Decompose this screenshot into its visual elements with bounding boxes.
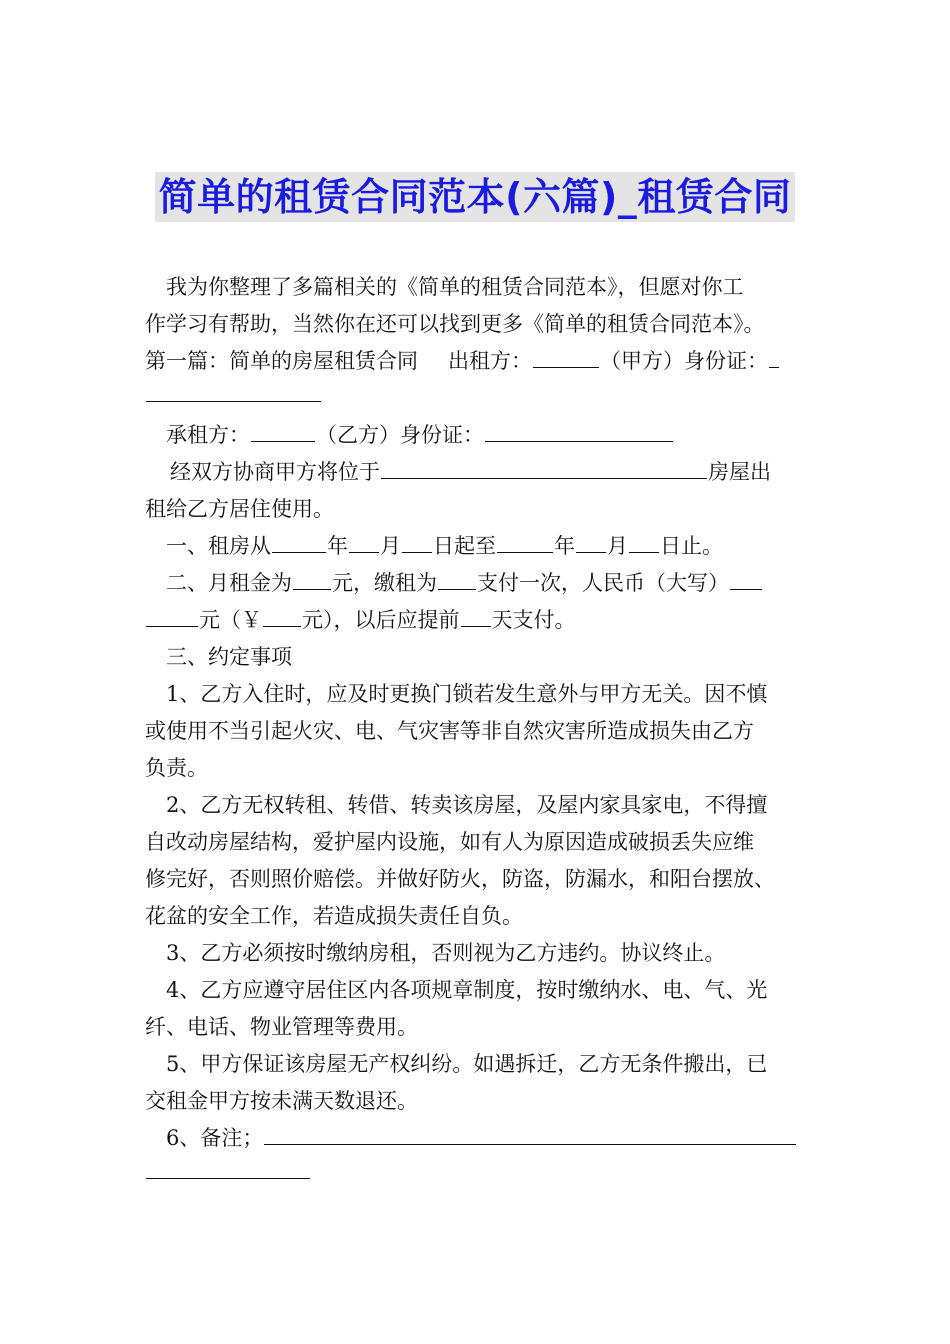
- lessor-id-line: [145, 381, 322, 409]
- start-month-blank[interactable]: [349, 532, 379, 553]
- end-year-blank[interactable]: [497, 532, 553, 553]
- document-title: 简单的租赁合同范本(六篇)_租赁合同: [155, 172, 796, 222]
- rent-yuan: 元，缴租为: [332, 571, 437, 595]
- amount-words-blank-start[interactable]: [730, 569, 762, 590]
- intro-line-1: 我为你整理了多篇相关的《简单的租赁合同范本》，但愿对你工: [166, 275, 744, 299]
- agreement-start: 经双方协商甲方将位于: [170, 460, 380, 484]
- agreement-end: 房屋出: [708, 460, 771, 484]
- item2-line3: 修完好，否则照价赔偿。并做好防火，防盗，防漏水，和阳台摆放、: [145, 867, 775, 891]
- pay-period-blank[interactable]: [438, 569, 476, 590]
- item4-line2: 纤、电话、物业管理等费用。: [145, 1015, 418, 1039]
- remarks-blank-cont[interactable]: [146, 1158, 310, 1179]
- item6-line2: [145, 1158, 311, 1186]
- rent-line-2: [145, 606, 576, 634]
- lessor-label: 出租方：: [448, 349, 532, 373]
- agreement-line-1: [170, 458, 771, 486]
- term-month1: 月: [380, 534, 401, 558]
- item1-line3: 负责。: [145, 756, 208, 780]
- item2-line1: 2、乙方无权转租、转借、转卖该房屋，及屋内家具家电，不得擅: [166, 793, 768, 817]
- item1-line1: 1、乙方入住时，应及时更换门锁若发生意外与甲方无关。因不慎: [166, 682, 768, 706]
- remarks-label: 6、备注；: [166, 1126, 264, 1150]
- item6-line1: [166, 1124, 797, 1152]
- item2-line2: 自改动房屋结构，爱护屋内设施，如有人为原因造成破损丢失应维: [145, 830, 754, 854]
- item1-line2: 或使用不当引起火灾、电、气灾害等非自然灾害所造成损失由乙方: [145, 719, 754, 743]
- address-blank[interactable]: [381, 458, 707, 479]
- start-year-blank[interactable]: [272, 532, 326, 553]
- amount-number-blank[interactable]: [263, 606, 301, 627]
- lessee-suffix: （乙方）身份证：: [316, 423, 484, 447]
- lessor-blank[interactable]: [533, 347, 599, 368]
- amount-words-blank[interactable]: [146, 606, 198, 627]
- end-month-blank[interactable]: [576, 532, 606, 553]
- intro-line-2: 作学习有帮助，当然你在还可以找到更多《简单的租赁合同范本》。: [145, 312, 765, 336]
- rent-yuan2: 元（￥: [199, 608, 262, 632]
- title-wrapper: [0, 172, 950, 222]
- lessee-line: [166, 421, 674, 449]
- item5-line1: 5、甲方保证该房屋无产权纠纷。如遇拆迁，乙方无条件搬出，已: [166, 1052, 768, 1076]
- item3-line1: 3、乙方必须按时缴纳房租，否则视为乙方违约。协议终止。: [166, 941, 726, 965]
- matters-heading: 三、约定事项: [166, 645, 292, 669]
- term-line: [166, 532, 723, 560]
- term-prefix: 一、租房从: [166, 534, 271, 558]
- lessor-suffix: （甲方）身份证：: [600, 349, 768, 373]
- item2-line4: 花盆的安全工作，若造成损失责任自负。: [145, 904, 523, 928]
- rent-line-1: [166, 569, 763, 597]
- lessor-id-blank[interactable]: [146, 381, 321, 402]
- rent-prefix: 二、月租金为: [166, 571, 292, 595]
- term-year2: 年: [554, 534, 575, 558]
- monthly-rent-blank[interactable]: [293, 569, 331, 590]
- term-day1: 日起至: [433, 534, 496, 558]
- rent-yuan3: 元），以后应提前: [302, 608, 460, 632]
- term-year1: 年: [327, 534, 348, 558]
- start-day-blank[interactable]: [402, 532, 432, 553]
- term-month2: 月: [607, 534, 628, 558]
- term-day2: 日止。: [660, 534, 723, 558]
- part1-heading: 第一篇：简单的房屋租赁合同: [145, 349, 418, 373]
- item4-line1: 4、乙方应遵守居住区内各项规章制度，按时缴纳水、电、气、光: [166, 978, 768, 1002]
- end-day-blank[interactable]: [629, 532, 659, 553]
- lessee-id-blank[interactable]: [485, 421, 673, 442]
- lessee-blank[interactable]: [251, 421, 315, 442]
- item5-line2: 交租金甲方按未满天数退还。: [145, 1089, 418, 1113]
- lessee-label: 承租方：: [166, 423, 250, 447]
- lessor-id-blank-start[interactable]: [769, 347, 779, 368]
- remarks-blank[interactable]: [264, 1124, 796, 1145]
- part1-line: [145, 347, 780, 375]
- rent-days: 天支付。: [491, 608, 576, 632]
- advance-days-blank[interactable]: [461, 606, 491, 627]
- agreement-line-2: 租给乙方居住使用。: [145, 497, 334, 521]
- rent-pay: 支付一次，人民币（大写）: [477, 571, 729, 595]
